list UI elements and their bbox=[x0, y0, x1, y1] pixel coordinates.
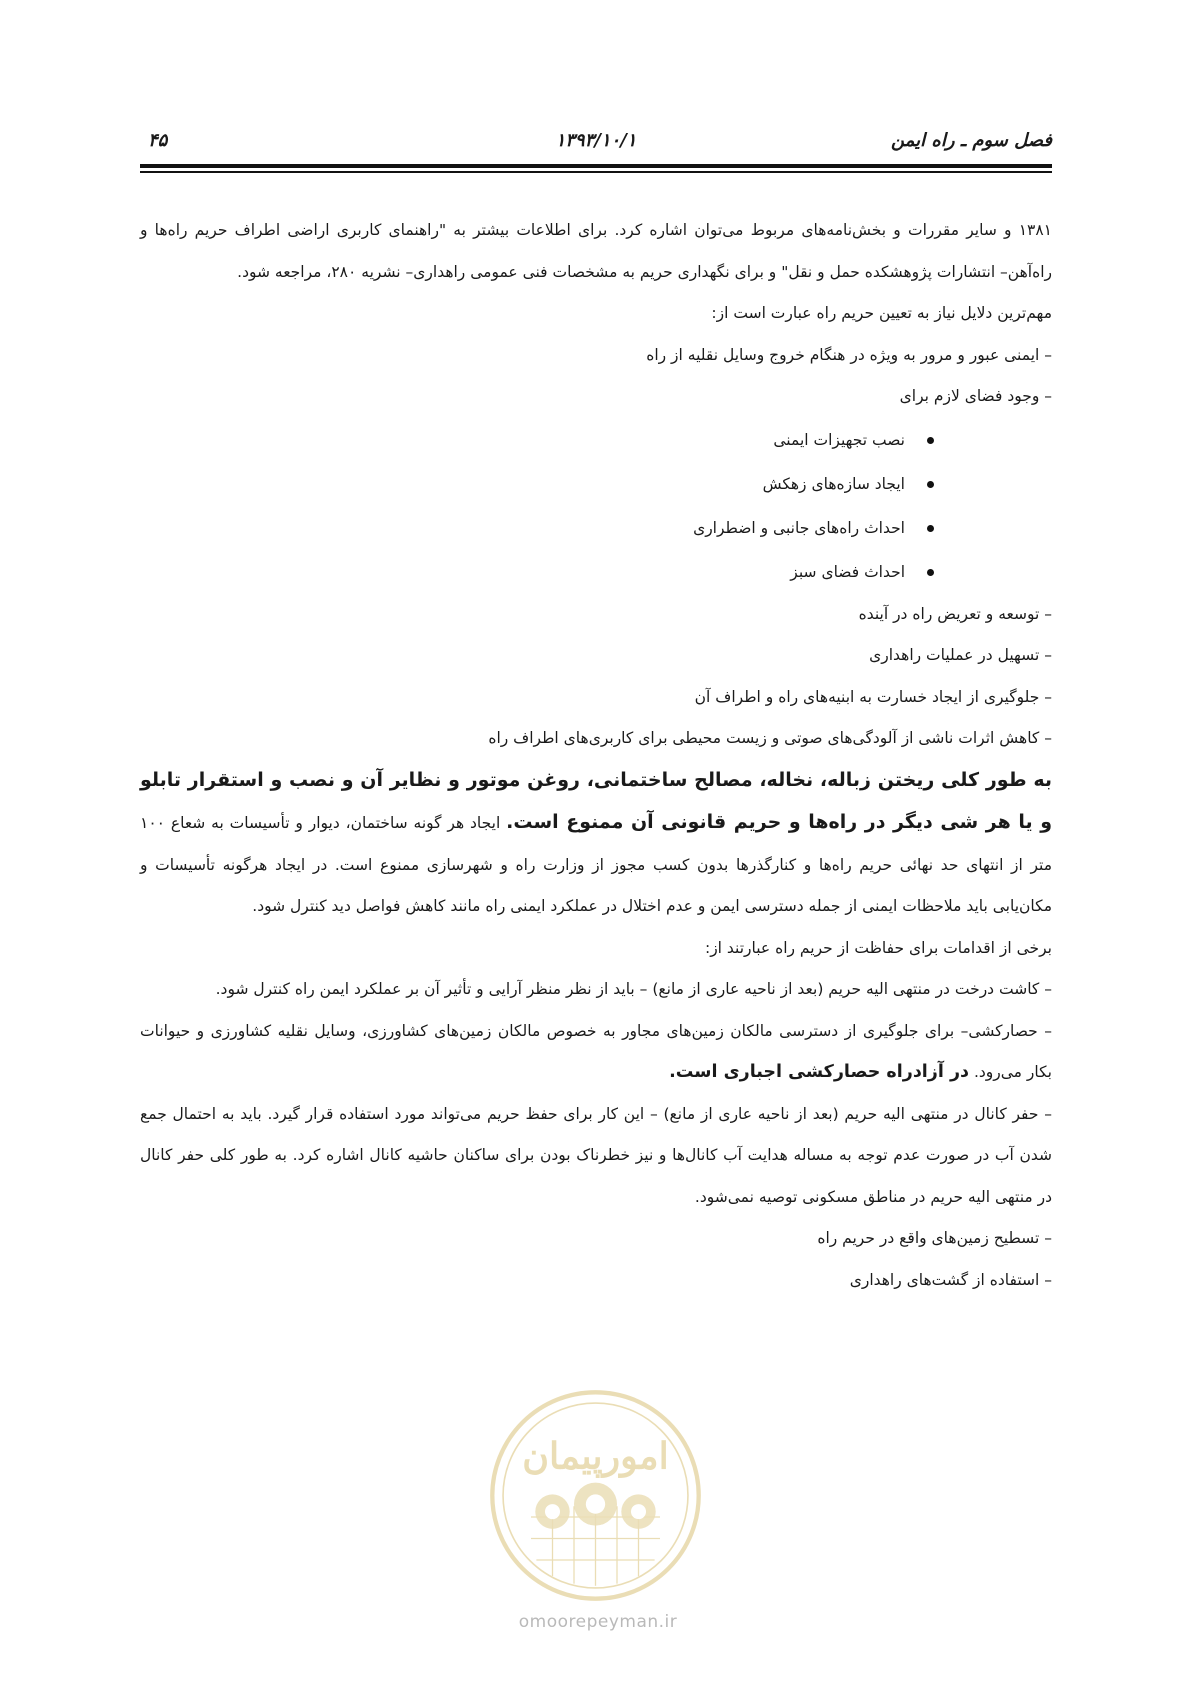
header-rule-thick bbox=[140, 164, 1052, 168]
reason-item: – توسعه و تعریض راه در آینده bbox=[858, 604, 1052, 623]
header-rule-thin bbox=[140, 171, 1052, 173]
list-item: ایجاد سازه‌های زهکش bbox=[140, 462, 1052, 506]
fencing-bold: در آزادراه حصارکشی اجباری است. bbox=[669, 1062, 970, 1082]
bullet-icon bbox=[927, 481, 934, 488]
list-item: احداث فضای سبز bbox=[140, 550, 1052, 594]
list-item: احداث راه‌های جانبی و اضطراری bbox=[140, 506, 1052, 550]
header-date: ۱۳۹۳/۱۰/۱ bbox=[555, 130, 637, 151]
svg-text:امورپیمان: امورپیمان bbox=[522, 1434, 669, 1478]
watermark-url: omoorepeyman.ir bbox=[518, 1612, 678, 1632]
body-text bbox=[140, 210, 1052, 1301]
actions-intro: برخی از اقدامات برای حفاظت از حریم راه عبارتند از: bbox=[704, 938, 1052, 957]
action-item: – کاشت درخت در منتهی الیه حریم (بعد از ناحیه عاری از مانع) – باید از نظر منظر آرایی و تأثیر آن بر عملکرد ایمن راه کنترل شود. bbox=[215, 980, 1052, 998]
paragraph-intro: ۱۳۸۱ و سایر مقررات و بخش‌نامه‌های مربوط می‌توان اشاره کرد. برای اطلاعات بیشتر به "راهنمای کاربری اراضی اطراف حریم راه‌ها و راه‌آهن– انتشارات پژوهشکده حمل و نقل" و برای نگهداری حریم به مشخصات فنی عمومی راهداری– نشریه ۲۸۰، مراجعه شود. bbox=[140, 221, 1052, 281]
reason-item: – کاهش اثرات ناشی از آلودگی‌های صوتی و زیست محیطی برای کاربری‌های اطراف راه bbox=[488, 729, 1052, 747]
action-item: – تسطیح زمین‌های واقع در حریم راه bbox=[817, 1229, 1052, 1247]
prohibition-rest: ایجاد هر گونه ساختمان، دیوار و تأسیسات به شعاع ۱۰۰ متر از انتهای حد نهائی حریم راه‌ها و کنارگذرها بدون کسب مجوز از وزارت راه و شهرسازی ممنوع است. در ایجاد هرگونه تأسیسات و مکان‌یابی باید ملاحظات ایمنی از جمله دسترسی ایمن و عدم اختلال در عملکرد ایمنی راه مانند کاهش فواصل دید کنترل شود. bbox=[140, 814, 1052, 915]
reason-item: – تسهیل در عملیات راهداری bbox=[869, 646, 1052, 664]
page-header bbox=[140, 126, 1052, 160]
reason-item: – جلوگیری از ایجاد خسارت به ابنیه‌های راه و اطراف آن bbox=[694, 687, 1052, 706]
bullet-icon bbox=[927, 525, 934, 532]
chapter-title: فصل سوم ـ راه ایمن bbox=[891, 130, 1052, 151]
reason-item: – وجود فضای لازم برای bbox=[899, 387, 1052, 405]
bullet-icon bbox=[927, 437, 934, 444]
page-number: ۴۵ bbox=[148, 130, 168, 151]
bullet-icon bbox=[927, 569, 934, 576]
reason-item: – ایمنی عبور و مرور به ویژه در هنگام خروج وسایل نقلیه از راه bbox=[646, 345, 1052, 364]
paragraph-prohibition bbox=[140, 760, 1052, 928]
action-item: – حفر کانال در منتهی الیه حریم (بعد از ناحیه عاری از مانع) – این کار برای حفظ حریم می‌تواند مورد استفاده قرار گیرد. باید به احتمال جمع شدن آب در صورت عدم توجه به مساله هدایت آب کانال‌ها و نیز خطرناک بودن برای ساکنان حاشیه کانال اشاره کرد. به طور کلی حفر کانال در منتهی الیه حریم در مناطق مسکونی توصیه نمی‌شود. bbox=[140, 1104, 1052, 1206]
action-item: – استفاده از گشت‌های راهداری bbox=[849, 1270, 1052, 1289]
reasons-intro: مهم‌ترین دلایل نیاز به تعیین حریم راه عبارت است از: bbox=[711, 304, 1052, 322]
watermark-seal-icon bbox=[488, 1388, 703, 1603]
bullet-list bbox=[140, 418, 1052, 594]
prohibition-bold: به طور کلی ریختن زباله، نخاله، مصالح ساختمانی، روغن موتور و نظایر آن و نصب و استقرار تابلو و یا هر شی دیگر در راه‌ها و حریم قانونی آن ممنوع است. bbox=[140, 768, 1052, 833]
list-item: نصب تجهیزات ایمنی bbox=[140, 418, 1052, 462]
action-item: – حصارکشی– برای جلوگیری از دسترسی مالکان زمین‌های مجاور به خصوص مالکان زمین‌های کشاورزی، وسایل نقلیه کشاورزی و حیوانات بکار می‌رود. در آزادراه حصارکشی اجباری است. bbox=[140, 1021, 1052, 1082]
